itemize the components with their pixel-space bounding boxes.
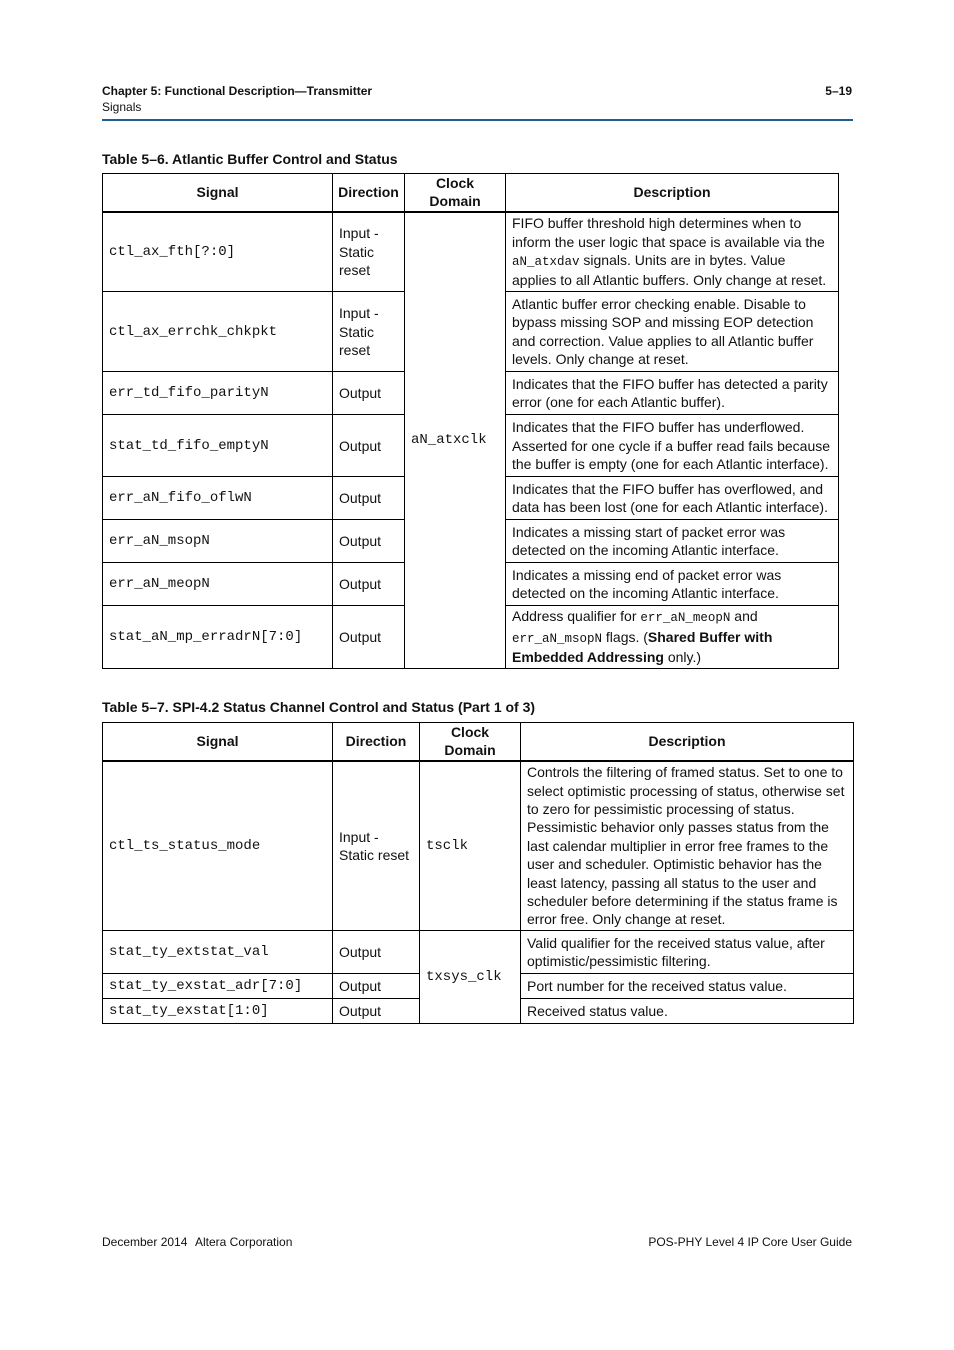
description-cell: Indicates that the FIFO buffer has underflowed. Asserted for one cycle if a buffer read fails because the buffer is empty (one for each Atlantic interface). <box>506 415 839 477</box>
table-header-row <box>103 174 839 212</box>
signal-cell: err_aN_fifo_oflwN <box>103 477 333 520</box>
signal-cell: ctl_ax_errchk_chkpkt <box>103 292 333 372</box>
signal-cell: err_aN_msopN <box>103 520 333 563</box>
direction-cell: Output <box>333 606 405 668</box>
clock-domain-cell: tsclk <box>420 761 521 931</box>
signal-cell: stat_ty_exstat_adr[7:0] <box>103 974 333 999</box>
direction-cell: Output <box>333 415 405 477</box>
header-direction: Direction <box>333 723 420 761</box>
signal-ref: err_aN_meopN <box>640 611 731 626</box>
header-clock-domain: Clock Domain <box>420 723 521 761</box>
direction-cell: Output <box>333 931 420 974</box>
description-cell: Valid qualifier for the received status value, after optimistic/pessimistic filtering. <box>521 931 854 974</box>
chapter-title: Chapter 5: Functional Description—Transmitter <box>102 84 373 98</box>
description-cell: Indicates that the FIFO buffer has overflowed, and data has been lost (one for each Atlantic interface). <box>506 477 839 520</box>
direction-cell: Input - Static reset <box>333 292 405 372</box>
table-header-row <box>103 723 854 761</box>
footer-doc-title: POS-PHY Level 4 IP Core User Guide <box>648 1235 852 1249</box>
description-cell: FIFO buffer threshold high determines when to inform the user logic that space is available via the aN_atxdav signals. Units are in bytes. Value applies to all Atlantic buffers. Only change at reset. <box>506 212 839 292</box>
direction-cell: Output <box>333 563 405 606</box>
header-signal: Signal <box>103 723 333 761</box>
clock-domain-cell: aN_atxclk <box>405 212 506 668</box>
direction-cell: Output <box>333 477 405 520</box>
signal-cell: stat_td_fifo_emptyN <box>103 415 333 477</box>
direction-cell: Input - Static reset <box>333 761 420 931</box>
signal-ref: aN_atxdav <box>512 255 580 270</box>
direction-cell: Input - Static reset <box>333 212 405 292</box>
description-cell: Received status value. <box>521 999 854 1024</box>
signal-cell: stat_ty_extstat_val <box>103 931 333 974</box>
direction-cell: Output <box>333 999 420 1024</box>
clock-domain-cell: txsys_clk <box>420 931 521 1024</box>
table-5-6-caption: Table 5–6. Atlantic Buffer Control and Status <box>102 151 398 167</box>
description-cell: Controls the filtering of framed status. Set to one to select optimistic processing of status, otherwise set to zero for pessimistic processing of status. Pessimistic behavior only passes status from the last calendar multiplier in error free frames to the user and scheduler. Optimistic behavior has the least latency, passing all status to the user and scheduler before determining if the status frame is error free. Only change at reset. <box>521 761 854 931</box>
signal-cell: stat_aN_mp_erradrN[7:0] <box>103 606 333 668</box>
direction-cell: Output <box>333 372 405 415</box>
header-description: Description <box>506 174 839 212</box>
direction-cell: Output <box>333 520 405 563</box>
signal-cell: err_aN_meopN <box>103 563 333 606</box>
description-cell: Address qualifier for err_aN_meopN and err_aN_msopN flags. (Shared Buffer with Embedded Addressing only.) <box>506 606 839 668</box>
header-signal: Signal <box>103 174 333 212</box>
direction-cell: Output <box>333 974 420 999</box>
description-cell: Indicates that the FIFO buffer has detected a parity error (one for each Atlantic buffer). <box>506 372 839 415</box>
section-title: Signals <box>102 100 142 114</box>
signal-cell: err_td_fifo_parityN <box>103 372 333 415</box>
description-cell: Indicates a missing start of packet error was detected on the incoming Atlantic interface. <box>506 520 839 563</box>
table-status-channel <box>102 722 854 1024</box>
signal-cell: ctl_ax_fth[?:0] <box>103 212 333 292</box>
description-cell: Atlantic buffer error checking enable. Disable to bypass missing SOP and missing EOP detection and correction. Value applies to all Atlantic buffer levels. Only change at reset. <box>506 292 839 372</box>
table-row <box>103 761 854 931</box>
header-direction: Direction <box>333 174 405 212</box>
table-5-7-caption: Table 5–7. SPI-4.2 Status Channel Control and Status (Part 1 of 3) <box>102 699 536 715</box>
description-cell: Port number for the received status value. <box>521 974 854 999</box>
emphasis-text: Shared Buffer with Embedded Addressing <box>512 628 773 666</box>
footer-company: Altera Corporation <box>195 1235 293 1249</box>
table-row <box>103 931 854 974</box>
header-description: Description <box>521 723 854 761</box>
signal-cell: ctl_ts_status_mode <box>103 761 333 931</box>
footer-date: December 2014 <box>102 1235 188 1249</box>
table-atlantic-buffer <box>102 173 839 669</box>
page-number: 5–19 <box>825 84 852 98</box>
signal-ref: err_aN_msopN <box>512 631 603 646</box>
description-cell: Indicates a missing end of packet error was detected on the incoming Atlantic interface. <box>506 563 839 606</box>
table-row <box>103 212 839 292</box>
signal-cell: stat_ty_exstat[1:0] <box>103 999 333 1024</box>
header-clock-domain: Clock Domain <box>405 174 506 212</box>
header-rule <box>102 119 853 121</box>
